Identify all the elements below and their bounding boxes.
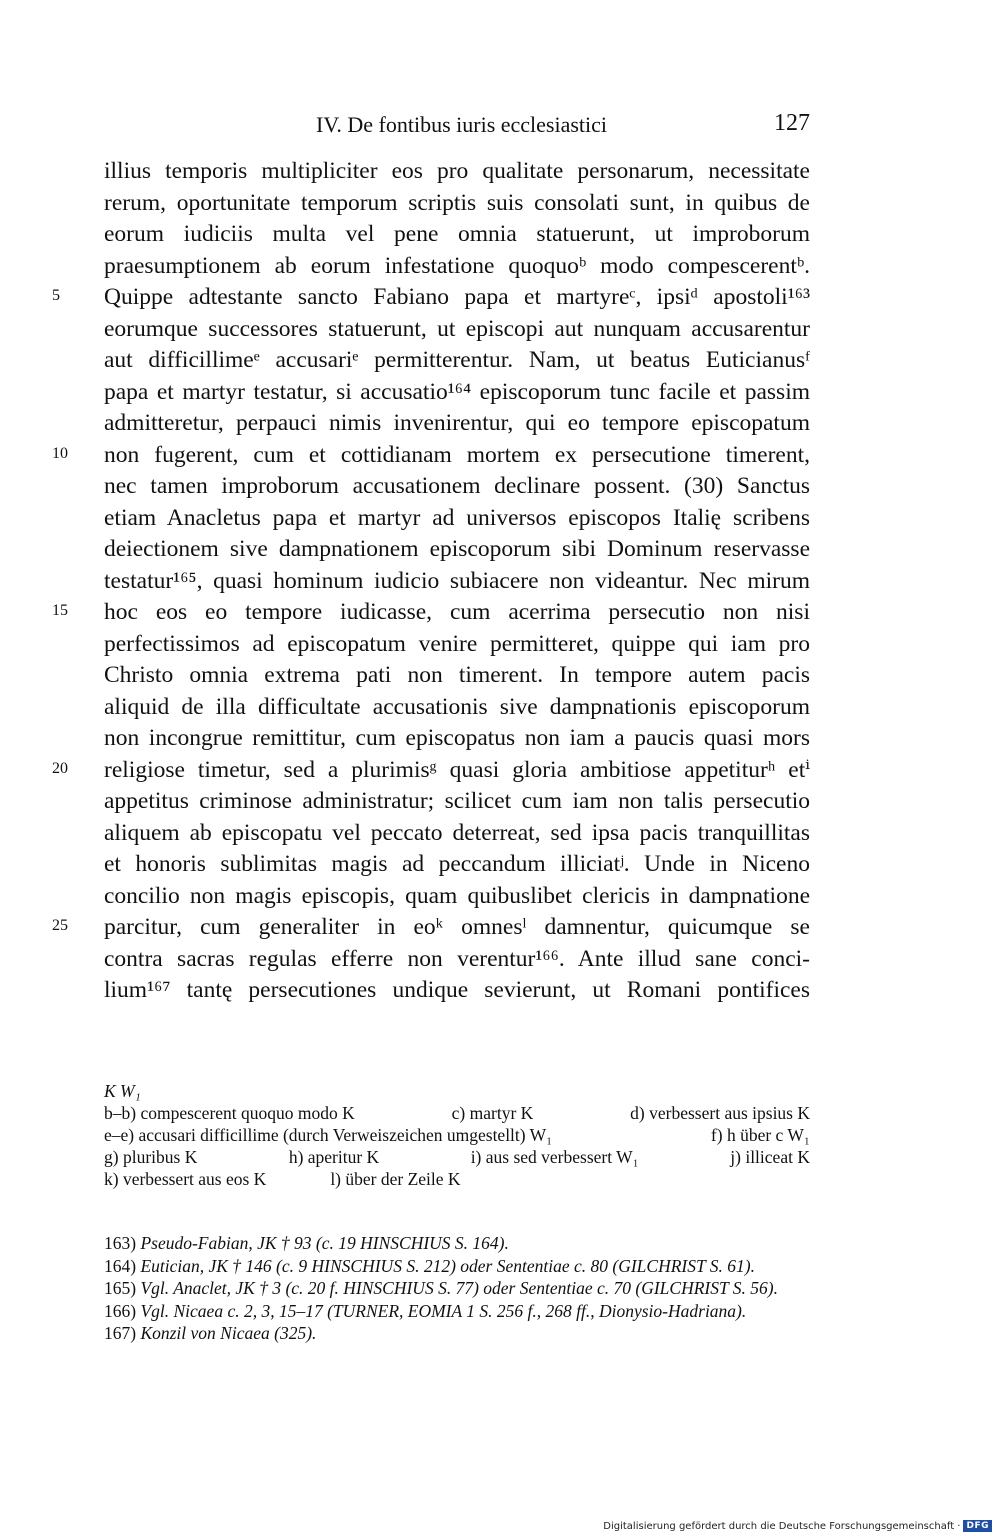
line-number-25: 25 (52, 917, 68, 934)
apparatus-entry: k) verbessert aus eos K (104, 1169, 267, 1189)
text-line: religiose timetur, sed a plurimisᵍ quasi gloria ambitiose appetiturʰ etⁱ (104, 756, 810, 783)
footnote-number: 166) (104, 1300, 137, 1321)
text-line: illius temporis multipliciter eos pro qualitate personarum, necessitate (104, 158, 810, 184)
apparatus-entry: g) pluribus K (104, 1147, 198, 1167)
footnote (104, 1322, 824, 1345)
apparatus-entry: h) aperitur K (288, 1147, 380, 1167)
footnote-number: 164) (104, 1255, 137, 1276)
text-line: contra sacras regulas efferre non verentur¹⁶⁶. Ante illud sane conci- (104, 945, 810, 972)
text-line: aliquid de illa difficultate accusationis sive dampnationis episcoporum (104, 693, 810, 720)
footnote-text: Vgl. Anaclet, JK † 3 (c. 20 f. HINSCHIUS S. 77) oder Sententiae c. 70 (GILCHRIST S. 56). (140, 1278, 778, 1298)
footnote-text: Konzil von Nicaea (325). (140, 1323, 317, 1343)
footnote (104, 1300, 824, 1323)
apparatus-entry: d) verbessert aus ipsius K (630, 1103, 810, 1123)
text-line: eorumque successores statuerunt, ut episcopi aut nunquam accusarentur (104, 315, 810, 342)
text-line: et honoris sublimitas magis ad peccandum illiciatʲ. Unde in Niceno (104, 851, 810, 877)
footnote-text: Eutician, JK † 146 (c. 9 HINSCHIUS S. 212) oder Sententiae c. 80 (GILCHRIST S. 61). (140, 1255, 755, 1276)
apparatus-line (104, 1146, 810, 1168)
line-number-5: 5 (52, 287, 60, 304)
running-title: IV. De fontibus iuris ecclesiastici (316, 112, 608, 137)
footnote-number: 163) (104, 1233, 137, 1253)
text-line: non fugerent, cum et cottidianam mortem ex persecutione timerent, (104, 441, 810, 468)
apparatus-entry: j) illiceat K (730, 1147, 810, 1167)
apparatus-entry: i) aus sed verbessert W₁ (470, 1147, 639, 1167)
apparatus-entry: c) martyr K (451, 1103, 534, 1123)
text-line: etiam Anacletus papa et martyr ad universos episcopos Italię scribens (104, 504, 810, 531)
text-line: rerum, oportunitate temporum scriptis suis consolati sunt, in quibus de (104, 189, 810, 216)
text-line: non incongrue remittitur, cum episcopatus non iam a paucis quasi mors (104, 725, 810, 751)
footnotes (104, 1232, 824, 1345)
apparatus-line (104, 1124, 810, 1146)
critical-apparatus (104, 1080, 810, 1190)
text-line: testatur¹⁶⁵, quasi hominum iudicio subiacere non videantur. Nec mirum (104, 567, 810, 594)
apparatus-entry: b–b) compescerent quoquo modo K (104, 1103, 355, 1123)
page-number: 127 (774, 110, 810, 136)
footnote-number: 167) (104, 1323, 137, 1343)
text-line: aliquem ab episcopatu vel peccato deterreat, sed ipsa pacis tranquillitas (104, 819, 810, 846)
line-number-10: 10 (52, 445, 68, 462)
digitization-credit (603, 1520, 992, 1532)
apparatus-line (104, 1102, 810, 1124)
apparatus-entry: K W₁ (104, 1081, 141, 1101)
dfg-logo: DFG (963, 1520, 992, 1532)
apparatus-line (104, 1168, 810, 1190)
apparatus-entry: l) über der Zeile K (330, 1169, 461, 1189)
text-line: nec tamen improborum accusationem declinare possent. (30) Sanctus (104, 473, 810, 499)
text-line: Christo omnia extrema pati non timerent. In tempore autem pacis (104, 662, 810, 688)
running-header (104, 108, 810, 142)
line-number-15: 15 (52, 602, 68, 619)
footnote (104, 1277, 824, 1300)
footnote-text: Vgl. Nicaea c. 2, 3, 15–17 (TURNER, EOMIA 1 S. 256 f., 268 ff., Dionysio-Hadriana). (140, 1300, 747, 1321)
text-line: deiectionem sive dampnationem episcoporum sibi Dominum reservasse (104, 536, 810, 562)
text-line: perfectissimos ad episcopatum venire permitteret, quippe qui iam pro (104, 630, 810, 657)
footnote-number: 165) (104, 1278, 137, 1298)
text-line: praesumptionem ab eorum infestatione quoquoᵇ modo compescerentᵇ. (104, 252, 810, 279)
text-line: appetitus criminose administratur; scilicet cum iam non talis persecutio (104, 788, 810, 814)
apparatus-entry: f) h über c W₁ (710, 1125, 810, 1145)
line-number-20: 20 (52, 760, 68, 777)
main-text (104, 156, 810, 1007)
text-line: lium¹⁶⁷ tantę persecutiones undique sevierunt, ut Romani pontifices (104, 977, 810, 1003)
text-line: Quippe adtestante sancto Fabiano papa et martyreᶜ, ipsiᵈ apostoli¹⁶³ (104, 284, 810, 310)
footnote-text: Pseudo-Fabian, JK † 93 (c. 19 HINSCHIUS S. 164). (140, 1233, 509, 1253)
text-line: concilio non magis episcopis, quam quibuslibet clericis in dampnatione (104, 882, 810, 909)
text-line: admitteretur, perpauci nimis invenirentur, qui eo tempore episcopatum (104, 410, 810, 436)
text-line: aut difficillimeᵉ accusariᵉ permitterentur. Nam, ut beatus Euticianusᶠ (104, 347, 810, 373)
text-line: eorum iudiciis multa vel pene omnia statuerunt, ut improborum (104, 221, 810, 247)
text-line: parcitur, cum generaliter in eoᵏ omnesˡ damnentur, quicumque se (104, 914, 810, 940)
footnote (104, 1232, 824, 1255)
credit-text: Digitalisierung gefördert durch die Deutsche Forschungsgemeinschaft · (603, 1520, 961, 1532)
apparatus-line (104, 1080, 810, 1102)
apparatus-entry: e–e) accusari difficillime (durch Verweiszeichen umgestellt) W₁ (104, 1125, 553, 1145)
footnote (104, 1255, 824, 1278)
text-line: papa et martyr testatur, si accusatio¹⁶⁴ episcoporum tunc facile et passim (104, 378, 810, 405)
text-line: hoc eos eo tempore iudicasse, cum acerrima persecutio non nisi (104, 599, 810, 625)
